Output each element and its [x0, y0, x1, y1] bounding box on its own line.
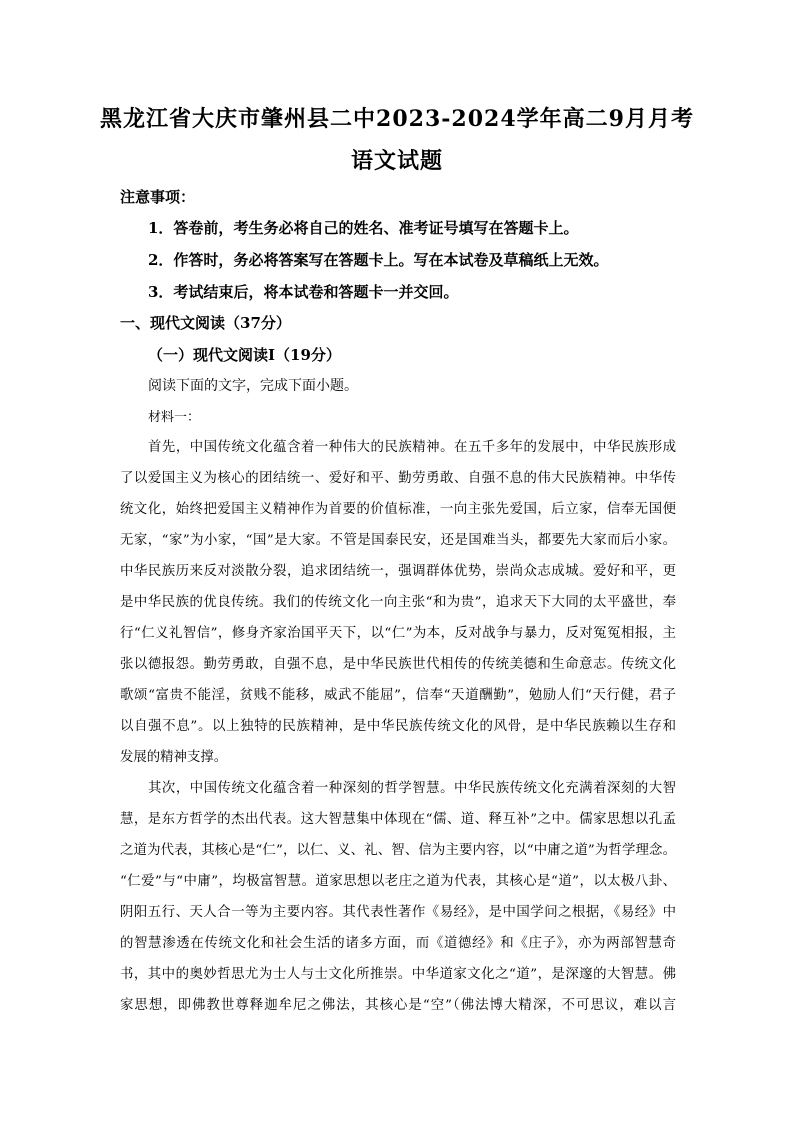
exam-title: 黑龙江省大庆市肇州县二中2023-2024学年高二9月月考	[100, 106, 694, 132]
body-line: 慧，是东方哲学的杰出代表。这大智慧集中体现在“儒、道、释互补”之中。儒家思想以孔孟	[120, 812, 676, 827]
material-label: 材料一：	[148, 410, 201, 425]
body-line: 以自强不息”。以上独特的民族精神，是中华民族传统文化的风骨，是中华民族赖以生存和	[120, 719, 676, 734]
notice-item-2: 2．作答时，务必将答案写在答题卡上。写在本试卷及草稿纸上无效。	[148, 251, 609, 269]
body-line: 其次，中国传统文化蕴含着一种深刻的哲学智慧。中华民族传统文化充满着深刻的大智	[148, 781, 676, 796]
body-line: 无家，“家”为小家，“国”是大家。不管是国泰民安，还是国难当头，都要先大家而后小家。	[120, 533, 676, 548]
body-line: 书，其中的奥妙哲思尤为士人与士文化所推崇。中华道家文化之“道”，是深邃的大智慧。佛	[120, 967, 676, 982]
body-line: 之道为代表，其核心是“仁”，以仁、义、礼、智、信为主要内容，以“中庸之道”为哲学理念。	[120, 843, 676, 858]
exam-subtitle: 语文试题	[350, 148, 443, 174]
body-line: 张以德报怨。勤劳勇敢，自强不息，是中华民族世代相传的传统美德和生命意志。传统文化	[120, 657, 676, 672]
body-line: 首先，中国传统文化蕴含着一种伟大的民族精神。在五千多年的发展中，中华民族形成	[148, 440, 676, 455]
body-line: 是中华民族的优良传统。我们的传统文化一向主张“和为贵”，追求天下大同的太平盛世，奉	[120, 595, 676, 610]
subsection-heading: （一）现代文阅读Ⅰ（19分）	[148, 346, 341, 364]
notice-item-3: 3．考试结束后，将本试卷和答题卡一并交回。	[148, 283, 459, 301]
body-line: 统文化，始终把爱国主义精神作为首要的价值标准，一向主张先爱国，后立家，信奉无国便	[120, 502, 676, 517]
reading-instruction: 阅读下面的文字，完成下面小题。	[148, 378, 358, 394]
body-line: 家思想，即佛教世尊释迦牟尼之佛法，其核心是“空”（佛法博大精深，不可思议，难以言	[120, 998, 676, 1013]
body-line: 中华民族历来反对淡散分裂，追求团结统一，强调群体优势，崇尚众志成城。爱好和平，更	[120, 564, 676, 579]
body-line: 了以爱国主义为核心的团结统一、爱好和平、勤劳勇敢、自强不息的伟大民族精神。中华传	[120, 471, 676, 486]
body-line: 阴阳五行、天人合一等为主要内容。其代表性著作《易经》，是中国学问之根据，《易经》中	[120, 905, 676, 920]
body-line: 发展的精神支撑。	[120, 750, 228, 765]
body-line: “仁爱”与“中庸”，均极富智慧。道家思想以老庄之道为代表，其核心是“道”，以太极八卦、	[120, 874, 676, 889]
body-line: 歌颂“富贵不能淫，贫贱不能移，威武不能屈”，信奉“天道酬勤”，勉励人们“天行健，君子	[120, 688, 676, 703]
body-line: 行“仁义礼智信”，修身齐家治国平天下，以“仁”为本，反对战争与暴力，反对冤冤相报，主	[120, 626, 676, 641]
notice-heading: 注意事项：	[120, 188, 196, 206]
section-heading: 一、现代文阅读（37分）	[120, 314, 291, 332]
body-line: 的智慧渗透在传统文化和社会生活的诸多方面，而《道德经》和《庄子》，亦为两部智慧奇	[120, 936, 676, 951]
notice-item-1: 1．答卷前，考生务必将自己的姓名、准考证号填写在答题卡上。	[148, 219, 579, 237]
